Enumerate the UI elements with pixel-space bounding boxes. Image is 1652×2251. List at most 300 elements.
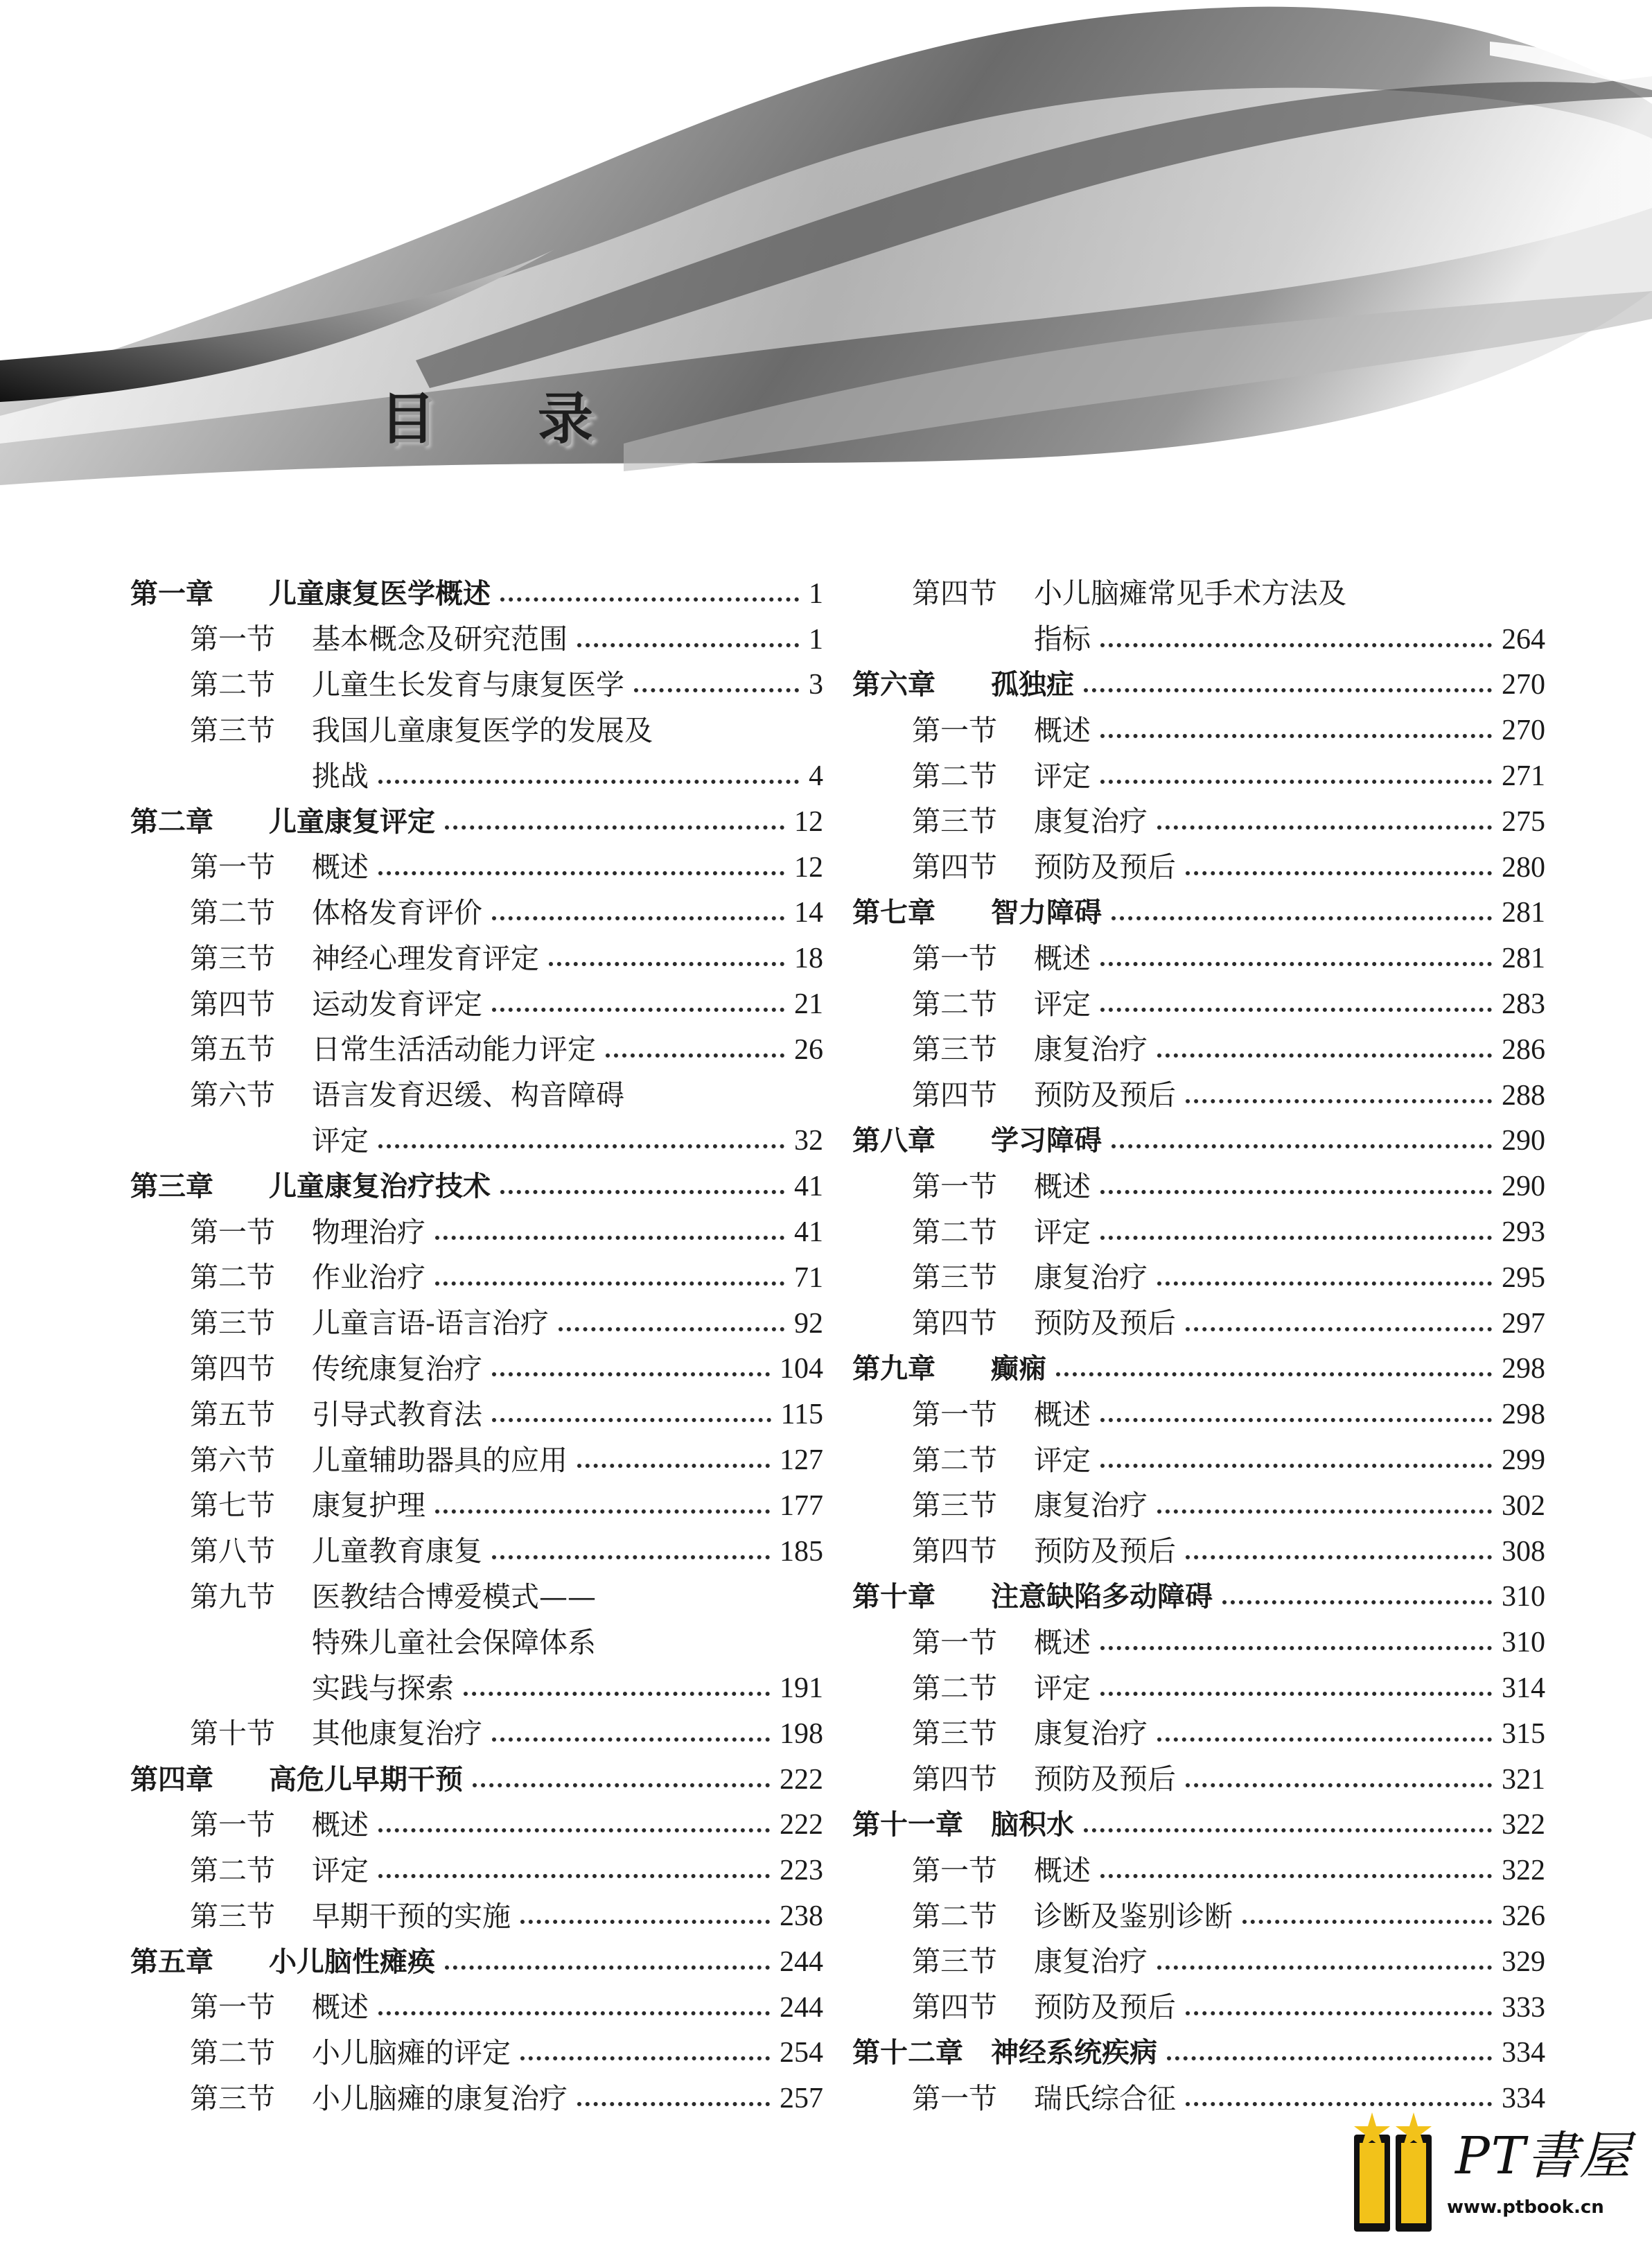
toc-entry-title: 实践与探索	[312, 1671, 454, 1705]
toc-entry-title: 儿童康复评定	[269, 805, 435, 838]
toc-page-number: 127	[780, 1444, 823, 1477]
toc-page-number: 290	[1502, 1171, 1545, 1203]
toc-section-row[interactable]	[130, 1209, 823, 1255]
toc-entry-number: 第一节	[912, 2081, 997, 2115]
toc-page-number: 280	[1502, 851, 1545, 884]
dot-leader	[500, 1190, 784, 1194]
toc-section-row[interactable]	[130, 2031, 823, 2076]
toc-entry-title: 评定	[1034, 759, 1091, 793]
toc-page-number: 314	[1502, 1672, 1545, 1705]
toc-entry-number: 第九章	[852, 1353, 935, 1385]
toc-entry-number: 第三节	[190, 1899, 275, 1933]
toc-chapter-row[interactable]	[130, 799, 823, 845]
toc-page-number: 257	[780, 2083, 823, 2115]
toc-page-number: 334	[1502, 2083, 1545, 2115]
dot-leader	[1100, 1236, 1492, 1240]
dot-leader	[1100, 1418, 1492, 1422]
toc-page-number: 322	[1502, 1809, 1545, 1841]
toc-entry-title: 康复治疗	[1034, 1261, 1148, 1295]
toc-entry-title: 瑞氏综合征	[1034, 2081, 1176, 2115]
toc-entry-title: 康复治疗	[1034, 1945, 1148, 1979]
toc-entry-number: 第六节	[190, 1443, 275, 1477]
toc-section-row[interactable]	[852, 1255, 1545, 1301]
toc-section-row[interactable]	[130, 1575, 823, 1620]
dot-leader	[464, 1692, 770, 1696]
dot-leader	[492, 1372, 770, 1376]
toc-section-row[interactable]	[130, 1529, 823, 1575]
toc-entry-title: 小儿脑瘫的评定	[312, 2035, 511, 2069]
toc-entry-title: 评定	[1034, 1671, 1091, 1705]
dot-leader	[606, 1053, 784, 1058]
toc-section-row[interactable]	[130, 1893, 823, 1939]
toc-entry-number: 第二章	[130, 805, 213, 838]
toc-entry-number: 第一章	[130, 577, 213, 610]
toc-page-number: 270	[1502, 715, 1545, 747]
toc-entry-title: 概述	[1034, 1169, 1091, 1203]
toc-entry-number: 第四节	[912, 1306, 997, 1340]
toc-section-row[interactable]	[852, 1437, 1545, 1483]
toc-entry-number: 第三节	[912, 1489, 997, 1523]
toc-section-row[interactable]	[130, 891, 823, 936]
dot-leader	[1084, 688, 1492, 692]
toc-page-number: 297	[1502, 1307, 1545, 1340]
toc-section-row[interactable]	[852, 1301, 1545, 1347]
toc-entry-number: 第六节	[190, 1078, 275, 1112]
toc-entry-number: 第十一章	[852, 1809, 963, 1841]
toc-section-row[interactable]	[852, 1757, 1545, 1803]
toc-entry-title: 体格发育评价	[312, 895, 482, 929]
toc-entry-title: 挑战	[312, 759, 369, 793]
toc-page-number: 244	[780, 1991, 823, 2024]
dot-leader	[1100, 1190, 1492, 1194]
toc-section-row[interactable]	[852, 1209, 1545, 1255]
toc-page-number: 92	[794, 1307, 823, 1340]
toc-page-number: 1	[809, 577, 823, 610]
toc-entry-title: 诊断及鉴别诊断	[1034, 1899, 1233, 1933]
toc-entry-number: 第二节	[190, 1853, 275, 1887]
toc-entry-title: 神经系统疾病	[991, 2037, 1157, 2069]
toc-entry-title: 小儿脑瘫常见手术方法及	[1034, 577, 1346, 611]
toc-entry-title: 语言发育迟缓、构音障碍	[312, 1078, 624, 1112]
toc-entry-title: 评定	[1034, 1215, 1091, 1249]
dot-leader	[1242, 1920, 1492, 1924]
dot-leader	[559, 1327, 784, 1331]
toc-entry-title: 概述	[1034, 713, 1091, 747]
toc-page-number: 288	[1502, 1079, 1545, 1112]
toc-page-number: 115	[780, 1399, 823, 1431]
toc-entry-number: 第四节	[912, 1762, 997, 1796]
toc-section-row[interactable]	[852, 1893, 1545, 1939]
toc-entry-number: 第二节	[190, 895, 275, 929]
toc-page-number: 302	[1502, 1489, 1545, 1522]
toc-entry-number: 第五节	[190, 1397, 275, 1431]
toc-entry-number: 第八节	[190, 1534, 275, 1568]
toc-entry-title: 物理治疗	[312, 1215, 425, 1249]
dot-leader	[577, 643, 799, 647]
dot-leader	[1111, 1144, 1492, 1148]
dot-leader	[1100, 1008, 1492, 1012]
dot-leader	[1100, 962, 1492, 966]
toc-section-row[interactable]	[130, 1711, 823, 1757]
toc-entry-number: 第三节	[912, 1945, 997, 1979]
toc-page-number: 295	[1502, 1261, 1545, 1294]
toc-entry-number: 第一节	[190, 1807, 275, 1841]
toc-entry-number: 第一节	[912, 1397, 997, 1431]
dot-leader	[1084, 1828, 1492, 1832]
toc-entry-number: 第一节	[190, 850, 275, 884]
dot-leader	[520, 2056, 770, 2060]
dot-leader	[1186, 2011, 1492, 2015]
toc-entry-number: 第二节	[190, 2035, 275, 2069]
toc-chapter-row[interactable]	[852, 1575, 1545, 1620]
toc-section-row[interactable]	[130, 2076, 823, 2121]
toc-entry-number: 第一节	[190, 1215, 275, 1249]
toc-entry-title: 预防及预后	[1034, 1762, 1176, 1796]
toc-entry-number: 第三章	[130, 1171, 213, 1203]
toc-entry-title: 儿童康复医学概述	[269, 577, 491, 610]
dot-leader	[378, 1144, 784, 1148]
toc-page-number: 283	[1502, 988, 1545, 1021]
dot-leader	[1186, 1783, 1492, 1787]
toc-page-number: 286	[1502, 1033, 1545, 1066]
toc-entry-number: 第四章	[130, 1763, 213, 1796]
toc-entry-title: 我国儿童康复医学的发展及	[312, 713, 653, 747]
page-title: 目 录	[380, 387, 635, 451]
toc-section-row[interactable]	[852, 799, 1545, 845]
toc-entry-number: 第一节	[190, 1990, 275, 2024]
toc-entry-number: 第二节	[912, 987, 997, 1021]
dot-leader	[1157, 1281, 1492, 1286]
toc-entry-title: 儿童康复治疗技术	[269, 1171, 491, 1203]
toc-page-number: 1	[809, 623, 823, 656]
toc-entry-title: 评定	[1034, 1443, 1091, 1477]
watermark-url: www.ptbook.cn	[1447, 2197, 1604, 2218]
toc-entry-title: 日常生活活动能力评定	[312, 1033, 596, 1067]
toc-section-row[interactable]	[130, 936, 823, 981]
dot-leader	[1222, 1600, 1492, 1604]
toc-section-row[interactable]	[130, 1803, 823, 1848]
toc-entry-title: 康复护理	[312, 1489, 425, 1523]
toc-entry-number: 第八章	[852, 1125, 935, 1157]
toc-entry-number: 第三节	[190, 713, 275, 747]
toc-section-row[interactable]	[852, 1711, 1545, 1757]
dot-leader	[435, 1236, 784, 1240]
toc-chapter-row[interactable]	[130, 571, 823, 617]
toc-section-row[interactable]	[852, 1164, 1545, 1209]
toc-page-number: 222	[780, 1763, 823, 1796]
dot-leader	[1186, 1099, 1492, 1103]
toc-chapter-row[interactable]	[130, 1939, 823, 1985]
toc-entry-title: 神经心理发育评定	[312, 941, 539, 975]
dot-leader	[577, 2102, 770, 2106]
toc-chapter-row[interactable]	[852, 891, 1545, 936]
dot-leader	[1100, 1692, 1492, 1696]
toc-chapter-row[interactable]	[852, 663, 1545, 708]
toc-page-number: 264	[1502, 623, 1545, 656]
dot-leader	[492, 1008, 784, 1012]
dot-leader	[1100, 1874, 1492, 1878]
toc-page-number: 14	[794, 897, 823, 929]
dot-leader	[1100, 643, 1492, 647]
toc-section-row[interactable]	[852, 1848, 1545, 1893]
dot-leader	[378, 1828, 770, 1832]
toc-entry-number: 第一节	[912, 1853, 997, 1887]
toc-page-number: 308	[1502, 1535, 1545, 1568]
toc-entry-title: 评定	[1034, 987, 1091, 1021]
toc-page-number: 271	[1502, 760, 1545, 793]
toc-section-row[interactable]	[852, 753, 1545, 799]
toc-page-number: 310	[1502, 1627, 1545, 1659]
toc-page-number: 21	[794, 988, 823, 1021]
toc-page-number: 18	[794, 943, 823, 975]
toc-entry-title: 学习障碍	[991, 1125, 1102, 1157]
toc-entry-number: 第十节	[190, 1717, 275, 1751]
toc-page-number: 222	[780, 1809, 823, 1841]
toc-page-number: 322	[1502, 1855, 1545, 1887]
toc-entry-number: 第三节	[912, 1717, 997, 1751]
toc-section-row[interactable]	[852, 1665, 1545, 1711]
toc-section-row[interactable]	[852, 1939, 1545, 1985]
toc-entry-number: 第三节	[190, 2081, 275, 2115]
toc-section-row[interactable]	[130, 1392, 823, 1437]
toc-entry-title: 概述	[312, 1807, 369, 1841]
dot-leader	[445, 825, 784, 830]
dot-leader	[1186, 871, 1492, 875]
toc-entry-number: 第二节	[190, 667, 275, 701]
toc-section-row[interactable]	[130, 981, 823, 1027]
dot-leader	[378, 780, 799, 784]
dot-leader	[1111, 916, 1492, 920]
dot-leader	[520, 1920, 770, 1924]
toc-entry-title: 预防及预后	[1034, 1078, 1176, 1112]
toc-section-row[interactable]	[852, 1027, 1545, 1073]
toc-entry-title: 康复治疗	[1034, 1489, 1148, 1523]
toc-entry-title: 预防及预后	[1034, 850, 1176, 884]
dot-leader	[1157, 1965, 1492, 1970]
toc-entry-title: 其他康复治疗	[312, 1717, 482, 1751]
toc-entry-number: 第二节	[912, 759, 997, 793]
toc-page-number: 326	[1502, 1900, 1545, 1932]
dot-leader	[492, 916, 784, 920]
toc-entry-title: 预防及预后	[1034, 1534, 1176, 1568]
toc-entry-title: 评定	[312, 1123, 369, 1157]
toc-page-number: 26	[794, 1033, 823, 1066]
dot-leader	[1100, 734, 1492, 738]
toc-entry-number: 第七章	[852, 897, 935, 929]
dot-leader	[435, 1281, 784, 1286]
toc-section-row[interactable]	[130, 753, 823, 799]
toc-entry-number: 第二节	[912, 1671, 997, 1705]
toc-entry-title: 预防及预后	[1034, 1306, 1176, 1340]
toc-entry-title: 概述	[312, 850, 369, 884]
toc-entry-title: 医教结合博爱模式——	[312, 1579, 596, 1613]
toc-entry-title: 预防及预后	[1034, 1990, 1176, 2024]
toc-entry-number: 第九节	[190, 1579, 275, 1613]
toc-entry-number: 第三节	[190, 941, 275, 975]
dot-leader	[634, 688, 799, 692]
toc-left-column	[130, 571, 823, 2121]
toc-section-row[interactable]	[852, 936, 1545, 981]
dot-leader	[1186, 2102, 1492, 2106]
toc-section-row[interactable]	[130, 1985, 823, 2031]
toc-entry-title: 小儿脑瘫的康复治疗	[312, 2081, 568, 2115]
toc-section-row[interactable]	[130, 1073, 823, 1119]
toc-page-number: 254	[780, 2037, 823, 2069]
dot-leader	[577, 1464, 770, 1468]
toc-entry-title: 儿童生长发育与康复医学	[312, 667, 624, 701]
dot-leader	[1056, 1372, 1492, 1376]
toc-right-column	[852, 571, 1545, 2121]
toc-section-row[interactable]	[852, 1392, 1545, 1437]
toc-entry-title: 康复治疗	[1034, 1033, 1148, 1067]
dot-leader	[435, 1509, 770, 1514]
toc-entry-number: 第一节	[912, 1169, 997, 1203]
toc-entry-title: 作业治疗	[312, 1261, 425, 1295]
toc-section-row[interactable]	[852, 1483, 1545, 1529]
toc-page-number: 275	[1502, 805, 1545, 838]
toc-entry-number: 第二节	[912, 1443, 997, 1477]
dot-leader	[378, 2011, 770, 2015]
toc-section-row[interactable]	[852, 981, 1545, 1027]
dot-leader	[1157, 825, 1492, 830]
dot-leader	[1157, 1737, 1492, 1742]
toc-entry-number: 第五节	[190, 1033, 275, 1067]
dot-leader	[492, 1737, 770, 1742]
dot-leader	[1157, 1053, 1492, 1058]
toc-section-row[interactable]	[852, 1620, 1545, 1665]
dot-leader	[1157, 1509, 1492, 1514]
toc-chapter-row[interactable]	[852, 1347, 1545, 1392]
toc-entry-title: 概述	[1034, 941, 1091, 975]
toc-section-row[interactable]	[852, 1985, 1545, 2031]
toc-entry-number: 第四节	[190, 987, 275, 1021]
toc-section-row[interactable]	[130, 845, 823, 891]
toc-page-number: 244	[780, 1945, 823, 1978]
toc-page-number: 238	[780, 1900, 823, 1932]
toc-section-row[interactable]	[130, 1665, 823, 1711]
toc-section-row[interactable]	[130, 617, 823, 663]
toc-entry-number: 第二节	[190, 1261, 275, 1295]
toc-section-row[interactable]	[130, 1620, 823, 1665]
toc-section-row[interactable]	[130, 1848, 823, 1893]
toc-entry-number: 第二节	[912, 1899, 997, 1933]
toc-entry-number: 第三节	[912, 1033, 997, 1067]
toc-entry-title: 基本概念及研究范围	[312, 622, 568, 656]
toc-section-row[interactable]	[852, 617, 1545, 663]
dot-leader	[445, 1965, 770, 1970]
toc-entry-title: 特殊儿童社会保障体系	[312, 1625, 596, 1659]
toc-entry-number: 第五章	[130, 1945, 213, 1978]
toc-chapter-row[interactable]	[852, 1119, 1545, 1164]
dot-leader	[1100, 1464, 1492, 1468]
toc-page-number: 198	[780, 1717, 823, 1750]
watermark-brand: PT書屋	[1455, 2126, 1633, 2186]
toc-entry-number: 第四节	[912, 1990, 997, 2024]
toc-entry-number: 第一节	[912, 941, 997, 975]
toc-page-number: 41	[794, 1216, 823, 1249]
toc-chapter-row[interactable]	[852, 2031, 1545, 2076]
toc-entry-number: 第三节	[912, 1261, 997, 1295]
dot-leader	[1100, 780, 1492, 784]
toc-page-number: 185	[780, 1535, 823, 1568]
toc-page-number: 315	[1502, 1717, 1545, 1750]
toc-section-row[interactable]	[130, 1255, 823, 1301]
toc-page-number: 329	[1502, 1945, 1545, 1978]
toc-entry-title: 概述	[1034, 1397, 1091, 1431]
dot-leader	[1186, 1555, 1492, 1559]
toc-page-number: 4	[809, 760, 823, 793]
toc-section-row[interactable]	[130, 1027, 823, 1073]
toc-chapter-row[interactable]	[130, 1164, 823, 1209]
toc-page-number: 32	[794, 1125, 823, 1157]
dot-leader	[378, 1874, 770, 1878]
toc-section-row[interactable]	[130, 663, 823, 708]
toc-page-number: 191	[780, 1672, 823, 1705]
toc-page-number: 104	[780, 1353, 823, 1385]
toc-entry-title: 小儿脑性瘫痪	[269, 1945, 435, 1978]
toc-page-number: 177	[780, 1489, 823, 1522]
toc-page-number: 270	[1502, 669, 1545, 701]
toc-entry-title: 康复治疗	[1034, 1717, 1148, 1751]
toc-page-number: 290	[1502, 1125, 1545, 1157]
toc-entry-title: 早期干预的实施	[312, 1899, 511, 1933]
toc-section-row[interactable]	[852, 845, 1545, 891]
toc-entry-number: 第一节	[190, 622, 275, 656]
toc-section-row[interactable]	[852, 1529, 1545, 1575]
toc-section-row[interactable]	[852, 708, 1545, 753]
toc-entry-title: 儿童教育康复	[312, 1534, 482, 1568]
toc-entry-number: 第三节	[190, 1306, 275, 1340]
toc-entry-title: 运动发育评定	[312, 987, 482, 1021]
toc-entry-title: 传统康复治疗	[312, 1351, 482, 1385]
toc-section-row[interactable]	[130, 1301, 823, 1347]
dot-leader	[473, 1783, 770, 1787]
dot-leader	[492, 1418, 771, 1422]
toc-section-row[interactable]	[130, 1119, 823, 1164]
toc-entry-title: 孤独症	[991, 669, 1074, 701]
toc-section-row[interactable]	[852, 1073, 1545, 1119]
toc-entry-title: 评定	[312, 1853, 369, 1887]
toc-entry-title: 高危儿早期干预	[269, 1763, 463, 1796]
toc-section-row[interactable]	[130, 1347, 823, 1392]
toc-entry-title: 儿童言语-语言治疗	[312, 1306, 549, 1340]
toc-page-number: 41	[794, 1171, 823, 1203]
toc-section-row[interactable]	[130, 1483, 823, 1529]
toc-page-number: 281	[1502, 943, 1545, 975]
toc-chapter-row[interactable]	[130, 1757, 823, 1803]
toc-page-number: 299	[1502, 1444, 1545, 1477]
toc-section-row[interactable]	[852, 571, 1545, 617]
toc-section-row[interactable]	[130, 708, 823, 753]
toc-page-number: 71	[794, 1261, 823, 1294]
toc-chapter-row[interactable]	[852, 1803, 1545, 1848]
toc-entry-title: 智力障碍	[991, 897, 1102, 929]
dot-leader	[1100, 1646, 1492, 1650]
dot-leader	[549, 962, 784, 966]
toc-section-row[interactable]	[130, 1437, 823, 1483]
toc-entry-number: 第四节	[912, 850, 997, 884]
header-swoosh-banner	[0, 0, 1652, 499]
dot-leader	[1167, 2056, 1492, 2060]
toc-entry-title: 儿童辅助器具的应用	[312, 1443, 568, 1477]
toc-entry-number: 第一节	[912, 713, 997, 747]
toc-page-number: 310	[1502, 1581, 1545, 1613]
toc-page-number: 293	[1502, 1216, 1545, 1249]
toc-entry-number: 第十章	[852, 1581, 935, 1613]
toc-page-number: 12	[794, 805, 823, 838]
toc-entry-title: 注意缺陷多动障碍	[991, 1581, 1213, 1613]
toc-entry-number: 第四节	[912, 1078, 997, 1112]
